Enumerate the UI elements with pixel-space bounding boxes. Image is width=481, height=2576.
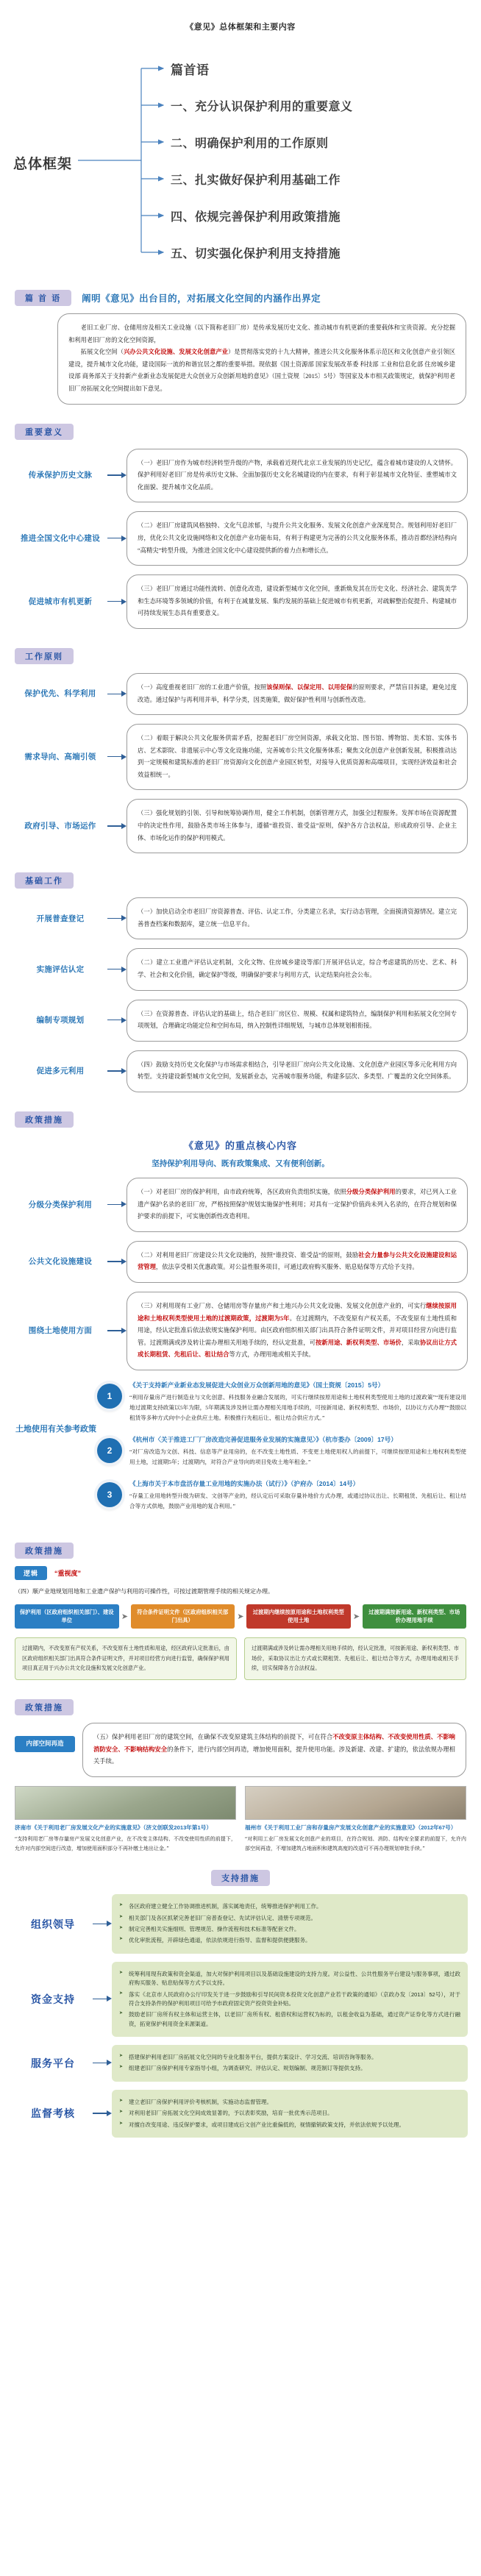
- page-title: 《意见》总体框架和主要内容: [185, 23, 296, 32]
- policy-center-title: 《意见》的重点核心内容: [183, 1140, 297, 1151]
- basework-row-0: [0, 897, 481, 939]
- significance-label-1: 推进全国文化中心建设: [21, 534, 100, 544]
- support-item: ➤ 制定完善相关实施细则、管理规范、操作流程和技术标准等配套文件。: [119, 1925, 460, 1934]
- policy-center-sub: 坚持保护利用导向、既有政策集成、又有便利创新。: [152, 1159, 329, 1168]
- basework-text-1: （二）建立工业遗产评估认定机制，文化文物、住房城乡建设等部门开展评估认定，综合考虑建筑的历史、艺术、科学、社会和文化价值，确定保护等级，明确保护要求与利用方式，认定结果向社会公布。: [127, 948, 468, 990]
- flow-arrow-icon: ➤: [237, 1612, 244, 1622]
- example-body-1: “对利用工业厂房发展文化创意产业的项目，在符合规划、消防、结构安全要求的前提下，允许内部空间再造，不增加建筑占地面积和建筑高度的改造可不再办理规划审批手续。”: [245, 1836, 466, 1852]
- section-chip-preface: 篇 首 语: [15, 290, 71, 306]
- policy-row-0: [0, 1178, 481, 1232]
- inner-example-0: [15, 1786, 236, 1854]
- policy-red-2a: 继续按原用途和土地权利类型使用土地的过渡期政策，过渡期为5年: [138, 1302, 457, 1322]
- arrow-icon: [107, 691, 127, 698]
- principles-text-2: （三）强化规划的引领、引导和统筹协调作用，健全工作机制，创新管理方式，加强全过程服务。发挥市场在资源配置中的决定性作用，鼓励各类市场主体参与，遵循“谁投资、谁受益”原则，保护各方合法权益，形成政府引导、企业主体、市场化运作的保护利用模式。: [127, 799, 468, 853]
- flow-box-0: 保护利用（区政府组织相关部门）、建设单位: [15, 1604, 119, 1629]
- policy-red-2c: 协议出让方式或长期租赁、先租后让、租让结合: [138, 1339, 457, 1359]
- principles-header-row: [0, 648, 481, 664]
- significance-row-2: [0, 574, 481, 629]
- principles-label-0: 保护优先、科学利用: [24, 689, 96, 699]
- logic-flow-diagram: [0, 1604, 481, 1629]
- example-photo-0: [15, 1786, 236, 1820]
- framework-root-label: 总体框架: [13, 157, 73, 172]
- principles-row-1: [0, 724, 481, 790]
- support-label-0: 组织领导: [31, 1918, 75, 1930]
- principles-row-2: [0, 799, 481, 853]
- support-item: ➤ 优化审批流程，开辟绿色通道，依法依规进行指导、监督和提供便捷服务。: [119, 1936, 460, 1945]
- reference-heading-2: 《上海市关于本市盘活存量工业用地的实施办法（试行）》（沪府办〔2014〕14号）: [129, 1479, 360, 1487]
- section-chip-support: 支持措施: [211, 1870, 270, 1886]
- reference-item-0[interactable]: [97, 1381, 466, 1423]
- arrow-icon: [107, 598, 127, 605]
- support-item: ➤ 建立老旧厂房保护利用评价考核机制，实施动态监督管理。: [119, 2098, 460, 2107]
- support-item: ➤ 相关部门及各区抓紧完善老旧厂房普查登记、先试评估认定、清册专项规范。: [119, 1914, 460, 1923]
- principles-text-0: （一）高度重视老旧厂房的工业遗产价值，按照该保则保、以保定用、以用促保的原则要求，严禁盲目拆建，避免过度改造。通过保护与再利用并举，科学分类，因类施策，做好保护性利用与创新性改造。: [127, 673, 468, 715]
- significance-header-row: [0, 424, 481, 440]
- principles-label-1: 需求导向、高端引领: [24, 752, 96, 762]
- reference-quote-2: “存量工业用地转型升级为研发、文创等产业的，经认定后可采取存量补地价方式办理，或通过协议出让、长期租赁、先租后让、租让结合等方式供地，鼓励产业用地的复合利用。”: [129, 1492, 466, 1509]
- significance-text-0: （一）老旧厂房作为城市经济转型升级的产物，承载着近现代北京工业发展的历史记忆，蕴含着城市建设的人文情怀。保护利用好老旧厂房是传承历史文脉、全面加强历史文化名城建设的内在要求，有利于彰显城市文化特征、重塑城市文化面貌、提升城市文化品质。: [127, 449, 468, 503]
- section-chip-inner: 政策措施: [15, 1699, 74, 1715]
- arrow-icon: [107, 753, 127, 761]
- example-body-0: “支持利用老厂房等存量房产发展文化创意产业，在不改变主体结构、不改变使用性质的前提下，允许对内部空间进行改造，增加使用面积部分不再补缴土地出让金。”: [15, 1836, 236, 1852]
- basework-row-1: [0, 948, 481, 990]
- arrow-icon: [107, 822, 127, 830]
- arrow-icon: [107, 535, 127, 542]
- policy-row-1: [0, 1241, 481, 1283]
- support-box-1: [112, 1962, 468, 2037]
- logic-panel-1: 过渡期满或涉及转让需办理相关用地手续的，经认定批准，可按新用途、新权利类型、市场价，采取协议出让方式或长期租赁、先租后让、租让结合等方式，办理用地或相关手续，切实保障各方合法权益。: [244, 1637, 466, 1680]
- policy-red-2b: 按新用途、新权利类型、市场价: [316, 1339, 402, 1346]
- principles-red-0: 该保则保、以保定用、以用促保: [266, 683, 353, 691]
- basework-label-1: 实施评估认定: [36, 964, 85, 974]
- arrow-icon: [107, 1327, 127, 1334]
- reference-number-0: 1: [97, 1384, 122, 1409]
- arrow-icon: [93, 2110, 112, 2117]
- basework-text-2: （三）在资源普查、评估认定的基础上，结合老旧厂房区位、规模、权属和建筑特点，编制保护利用和拓展文化空间专项规划，合理确定功能定位和空间布局，纳入控制性详细规划，与城市总体规划相衔接。: [127, 1000, 468, 1042]
- logic-note: （四）顺产业地规划用地和工业遗产保护与利用的可操作性，可按过渡期管理手续的相关规定办理。: [15, 1587, 274, 1595]
- framework-item-4[interactable]: 四、依规完善保护利用政策措施: [171, 210, 341, 224]
- support-item: ➤ 统筹利用现有政策和资金渠道，加大对保护利用项目以及基础设施建设的支持力度。对公益性、公共性服务平台建设与服务事项，通过政府购买服务、贴息贴保等方式予以支持。: [119, 1970, 460, 1988]
- section-chip-basework: 基础工作: [15, 872, 74, 889]
- policy-references-label-col: [15, 1381, 97, 1436]
- policy-red-0: 分级分类保护利用: [346, 1189, 396, 1195]
- arrow-icon: [107, 1258, 127, 1265]
- reference-item-1[interactable]: [97, 1435, 466, 1467]
- preface-header-row: [0, 290, 481, 306]
- arrow-icon: [93, 1921, 112, 1928]
- support-row-3: [0, 2090, 481, 2138]
- significance-label-0: 传承保护历史文脉: [28, 471, 93, 480]
- policy-label-1: 公共文化设施建设: [28, 1257, 93, 1267]
- support-label-2: 服务平台: [31, 2057, 75, 2069]
- preface-paragraph-2: 拓展文化空间（兴办公共文化设施、发展文化创意产业）是贯彻落实党的十九大精神，推进公共文化服务体系示范区和文化创意产业引领区建设，提升城市文化功能，建设国际一流的和谐宜居之都的重要举措。现依据《国土资源部 国家发展改革委 科技部 工业和信息化部 住房城乡建设部 商务部关于支持新产业新业态发展促进大众创业万众创新用地的意见》（国土资规〔2015〕5号）等国家及本市相关政策规定，就保护利用老旧厂房拓展文化空间提出如下意见。: [68, 349, 455, 392]
- reference-heading-1: 《杭州市〈关于推进工厂厂房改造完善促进服务业发展的实施意见〉》（杭市委办〔2009〕17号）: [129, 1435, 397, 1443]
- support-item: ➤ 各区政府建立健全工作协调推进机制，落实属地责任，统筹推进保护利用工作。: [119, 1902, 460, 1911]
- framework-item-5[interactable]: 五、切实强化保护利用支持措施: [171, 247, 341, 260]
- reference-quote-0: “利用存量房产进行制造业与文化创意、科技服务业融合发展的，可实行继续按原用途和土地权利类型使用土地的过渡政策”“现有建设用地过渡期支持政策以5年为限，5年期满及涉及转让需办理相关用地手续的，可按新用途、新权利类型、市场价，以协议方式办理”“鼓励以租赁等多种方式向中小企业供应土地。积极推行先租后让、租让结合供应方式。”: [129, 1393, 466, 1421]
- logic-pill-text: “重视度”: [54, 1569, 82, 1577]
- inner-red-phrase: 不改变原主体结构、不改变使用性质、不影响消防安全、不影响结构安全: [93, 1734, 455, 1753]
- arrow-icon: [93, 2060, 112, 2067]
- framework-item-0[interactable]: 篇首语: [171, 63, 210, 77]
- support-label-3: 监督考核: [31, 2107, 75, 2120]
- flow-box-2: 过渡期内继续按原用途和土地权利类型使用土地: [246, 1604, 351, 1629]
- policy-text-0: （一）对老旧厂房的保护利用，由市政府统筹，各区政府负责组织实施，依照分级分类保护利用的要求，对已列入工业遗产保护名录的老旧厂房，严格按照保护规划实施保护性利用；对具有一定保护价值尚未列入名录的，在符合规划和保护要求的前提下，可实施创新性改造利用。: [127, 1178, 468, 1232]
- principles-row-0: [0, 673, 481, 715]
- basework-label-2: 编制专项规划: [36, 1016, 85, 1025]
- support-item: ➤ 鼓励老旧厂房所有权主体和运营主体，以老旧厂房所有权、租借权和运营权为标的，以租金收益为基础，通过资产证券化等方式进行融资，拓宽保护利用资金来源渠道。: [119, 2010, 460, 2029]
- inner-header-row: [0, 1699, 481, 1715]
- policy-references: [0, 1381, 481, 1523]
- policy-label-2: 围绕土地使用方面: [28, 1326, 93, 1336]
- policy-red-1: 社会力量参与公共文化设施建设和运营管理: [138, 1251, 457, 1271]
- framework-diagram: [0, 50, 481, 271]
- support-box-2: [112, 2045, 468, 2082]
- basework-row-2: [0, 1000, 481, 1042]
- preface-lead: 阐明《意见》出台目的，对拓展文化空间的内涵作出界定: [82, 293, 321, 304]
- arrow-icon: [107, 1201, 127, 1209]
- flow-arrow-icon: ➤: [121, 1612, 129, 1622]
- support-item: ➤ 组建老旧厂房保护利用专家指导小组，为调查研究、评估认定、规划编制、规范制订等提供支持。: [119, 2064, 460, 2073]
- section-chip-logic: 政策措施: [15, 1543, 74, 1559]
- policy-label-0: 分级分类保护利用: [28, 1200, 93, 1209]
- arrow-icon: [107, 915, 127, 922]
- reference-item-2[interactable]: [97, 1479, 466, 1512]
- policy-header-row: [0, 1111, 481, 1128]
- flow-box-3: 过渡期满按新用途、新权利类型、市场价办理用地手续: [363, 1604, 467, 1629]
- reference-number-2: 3: [97, 1482, 122, 1507]
- basework-label-0: 开展普查登记: [36, 914, 85, 923]
- logic-pill: 逻辑: [15, 1566, 47, 1580]
- policy-text-2: （三）对利用现有工业厂房、仓储用房等存量房产和土地兴办公共文化设施、发展文化创意产业的，可实行继续按原用途和土地权利类型使用土地的过渡期政策，过渡期为5年。在过渡期内，不改变原有产权关系，不改变原有土地性质和用途，经认定批准后依法依规实施保护利用。由区政府组织相关部门出具符合条件证明文件，并对项目经营方向进行监管。过渡期满或涉及转让需办理相关用地手续的，经认定批准，可按新用途、新权利类型、市场价，采取协议出让方式或长期租赁、先租后让、租让结合等方式，办理用地或相关手续。: [127, 1292, 468, 1370]
- logic-header-row: [0, 1543, 481, 1559]
- support-row-1: [0, 1962, 481, 2037]
- example-photo-1: [245, 1786, 466, 1820]
- section-chip-significance: 重要意义: [15, 424, 74, 440]
- support-label-1: 资金支持: [31, 1993, 75, 2005]
- support-row-0: [0, 1894, 481, 1954]
- logic-panels: [0, 1637, 481, 1680]
- significance-label-2: 促进城市有机更新: [28, 597, 93, 606]
- support-item: ➤ 对擅自改变用途、违反保护要求，或项目建成后文创产业比重偏低的，视情撤销政策支持，并依法依规予以处理。: [119, 2121, 460, 2130]
- significance-row-1: [0, 511, 481, 566]
- preface-box: [57, 313, 466, 405]
- logic-panel-0: 过渡期内，不改变原有产权关系，不改变原有土地性质和用途，经区政府认定批准后，由区政府组织相关部门出具符合条件证明文件，并对项目经营方向进行监管，确保保护利用项目真正用于兴办公共文化设施和发展文化创意产业。: [15, 1637, 237, 1680]
- reference-heading-0: 《关于支持新产业新业态发展促进大众创业万众创新用地的意见》（国土资规〔2015〕5号）: [129, 1381, 385, 1389]
- framework-item-2[interactable]: 二、明确保护利用的工作原则: [171, 137, 329, 150]
- inner-examples: [0, 1786, 481, 1854]
- logic-pill-row: [0, 1566, 481, 1580]
- framework-item-3[interactable]: 三、扎实做好保护利用基础工作: [171, 174, 341, 187]
- significance-text-2: （三）老旧厂房通过功能性流转、创意化改造，建设新型城市文化空间，重新焕发其在历史文化、经济社会、建筑美学和生态环境等多领域的价值，有利于在减量发展、集约发展的基础上促进城市有机更新，对疏解整治促提升、构建城市可持续发展生态具有重要意义。: [127, 574, 468, 629]
- reference-number-1: 2: [97, 1438, 122, 1463]
- support-item: ➤ 搭建保护利用老旧厂房拓展文化空间的专业化服务平台，提供方案设计、学习交流、培训咨询等服务。: [119, 2053, 460, 2062]
- support-item: ➤ 落实《北京市人民政府办公厅印发关于进一步鼓励和引导民间资本投资文化创意产业若干政策的通知》（京政办发〔2013〕52号），对于符合支持条件的保护利用项目可给予市政府固定资产投资资金补贴。: [119, 1990, 460, 2009]
- principles-text-1: （二）着眼于解决公共文化服务供需矛盾，挖掘老旧厂房空间资源，承载文化馆、图书馆、博物馆、美术馆、实体书店、艺术影院、非遗展示中心等文化设施功能，完善城市公共文化服务体系；聚焦文化创意产业创新发展，积极推动达到一定规模和建筑标准的老旧厂房资源向文化创意产业园区转型，对接导入优质资源和高端项目，实现经济效益和社会效益相统一。: [127, 724, 468, 790]
- inner-text: （五）保护利用老旧厂房的建筑空间，在确保不改变原建筑主体结构的前提下，可在符合不改变原主体结构、不改变使用性质、不影响消防安全、不影响结构安全的条件下，进行内部空间再造，增加使用面积，提升使用功能。涉及新建、改建、扩建的，依法依规办理相关手续。: [82, 1723, 466, 1777]
- example-heading-0: 济南市《关于利用老厂房发展文化产业的实施意见》（济文创联发2013年第1号）: [15, 1824, 212, 1831]
- support-header-row: [0, 1870, 481, 1886]
- support-box-3: [112, 2090, 468, 2138]
- reference-quote-1: “对厂房改造为文创、科技、信息等产业用房的，在不改变土地性质、不变更土地使用权人的前提下，可继续按原用途和土地权利类型使用土地，过渡期5年；过渡期内，对符合产业导向的项目免收土地年租金。”: [129, 1448, 466, 1465]
- support-row-2: [0, 2045, 481, 2082]
- preface-red-phrase: 兴办公共文化设施、发展文化创意产业: [124, 349, 229, 356]
- significance-text-1: （二）老旧厂房建筑风格独特、文化气息浓郁，与提升公共文化服务、发展文化创意产业深度契合。规划利用好老旧厂房，优化公共文化设施网络和文化创意产业功能布局，有利于构建更为完善的公共文化服务体系，推动首都经济结构向“高精尖”转型升级，为推进全国文化中心建设提供新的着力点和增长点。: [127, 511, 468, 566]
- flow-arrow-icon: ➤: [352, 1612, 360, 1622]
- policy-references-title: 土地使用有关参考政策: [15, 1424, 96, 1434]
- inner-pill: 内部空间再造: [15, 1736, 75, 1752]
- example-heading-1: 福州市《关于利用工业厂房和存量房产发展文化创意产业的实施意见》（2012年67号）: [245, 1824, 457, 1831]
- section-chip-policy: 政策措施: [15, 1111, 74, 1128]
- support-box-0: [112, 1894, 468, 1954]
- arrow-icon: [107, 1017, 127, 1024]
- basework-label-3: 促进多元利用: [36, 1067, 85, 1076]
- inner-example-1: [245, 1786, 466, 1854]
- flow-box-1: 符合条件证明文件（区政府组织相关部门出具）: [131, 1604, 235, 1629]
- principles-label-2: 政府引导、市场运作: [24, 822, 96, 831]
- arrow-icon: [107, 966, 127, 973]
- framework-item-1[interactable]: 一、充分认识保护利用的重要意义: [171, 100, 353, 113]
- arrow-icon: [93, 1996, 112, 2003]
- basework-text-3: （四）鼓励支持历史文化保护与市场需求相结合，引导老旧厂房向公共文化设施、文化创意产业园区等多元化利用方向转型。支持建设新型城市文化空间，发展新业态，完善城市服务功能，构建多层次、多类型、广覆盖的文化空间体系。: [127, 1050, 468, 1092]
- policy-text-1: （二）对利用老旧厂房建设公共文化设施的，按照“谁投资、谁受益”的原则，鼓励社会力量参与公共文化设施建设和运营管理，依法享受相关优惠政策。对公益性服务项目，可通过政府购买服务、贴息贴保等方式给予支持。: [127, 1241, 468, 1283]
- arrow-icon: [107, 1067, 127, 1075]
- section-chip-principles: 工作原则: [15, 648, 74, 664]
- preface-paragraph-1: 老旧工业厂房、仓储用房及相关工业设施（以下简称老旧厂房）是传承发展历史文化、推动城市有机更新的重要载体和宝贵资源。充分挖掘和利用老旧厂房的文化空间资源，: [68, 324, 455, 344]
- basework-row-3: [0, 1050, 481, 1092]
- arrow-icon: [107, 472, 127, 479]
- policy-row-2: [0, 1292, 481, 1370]
- basework-text-0: （一）加快启动全市老旧厂房资源普查、评估、认定工作，分类建立名录，实行动态管理，全面摸清资源情况。建立完善普查档案和数据库，建立统一信息平台。: [127, 897, 468, 939]
- basework-header-row: [0, 872, 481, 889]
- significance-row-0: [0, 449, 481, 503]
- support-item: ➤ 对利用老旧厂房拓展文化空间成效显著的，予以表彰奖励，培育一批优秀示范项目。: [119, 2109, 460, 2118]
- inner-row: [0, 1723, 481, 1777]
